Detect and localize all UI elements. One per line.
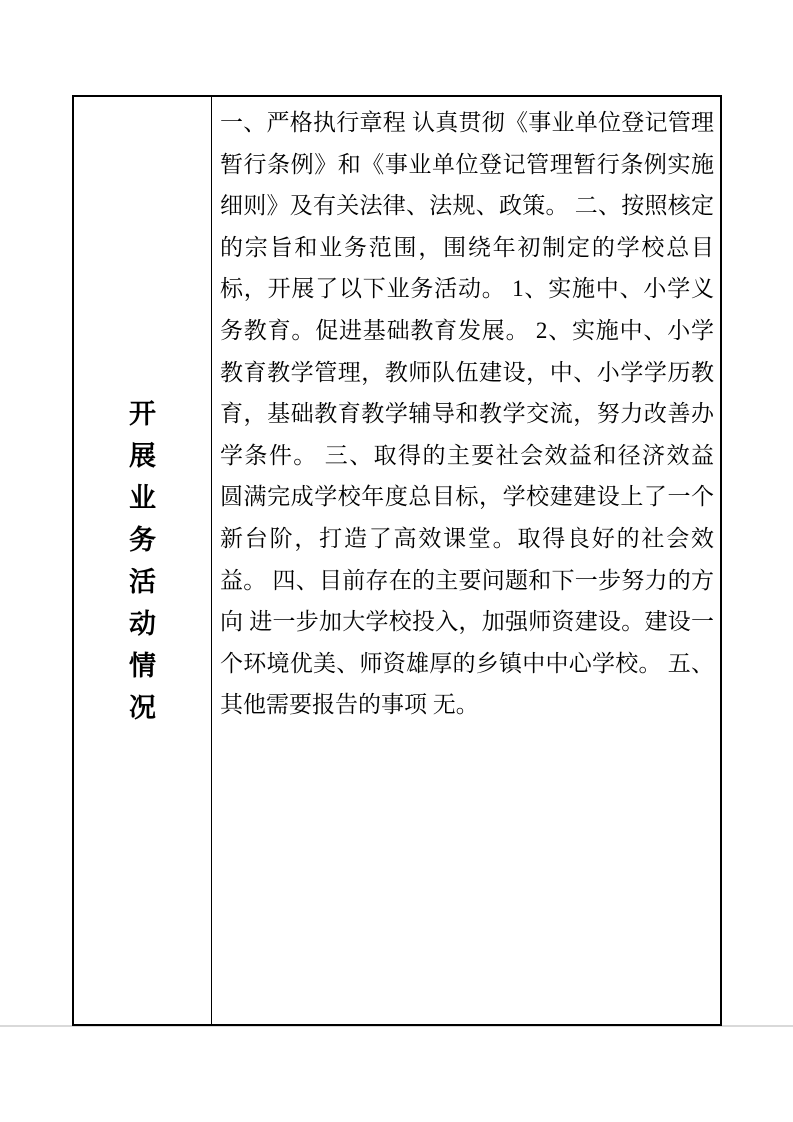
business-activity-table (72, 95, 722, 1026)
row-header-cell (74, 97, 212, 1024)
row-label-char: 开 (129, 398, 156, 429)
row-label-char: 况 (129, 692, 156, 723)
row-label-char: 务 (129, 524, 156, 555)
row-label-char: 展 (129, 440, 156, 471)
row-label-char: 动 (129, 608, 156, 639)
row-label-char: 业 (129, 482, 156, 513)
activity-content-text: 一、严格执行章程 认真贯彻《事业单位登记管理暂行条例》和《事业单位登记管理暂行条例实施细则》及有关法律、法规、政策。 二、按照核定的宗旨和业务范围，围绕年初制定的学校总目标，开展了以下业务活动。 1、实施中、小学义务教育。促进基础教育发展。 2、实施中、小学教育教学管理，教师队伍建设，中、小学学历教育，基础教育教学辅导和教学交流，努力改善办学条件。 三、取得的主要社会效益和径济效益 圆满完成学校年度总目标，学校建建设上了一个新台阶，打造了高效课堂。取得良好的社会效益。 四、目前存在的主要问题和下一步努力的方向 进一步加大学校投入，加强师资建设。建设一个环境优美、师资雄厚的乡镇中中心学校。 五、其他需要报告的事项 无。 (220, 110, 714, 718)
row-label-char: 情 (129, 650, 156, 681)
activity-content-cell (212, 97, 720, 1024)
row-label-char: 活 (129, 566, 156, 597)
